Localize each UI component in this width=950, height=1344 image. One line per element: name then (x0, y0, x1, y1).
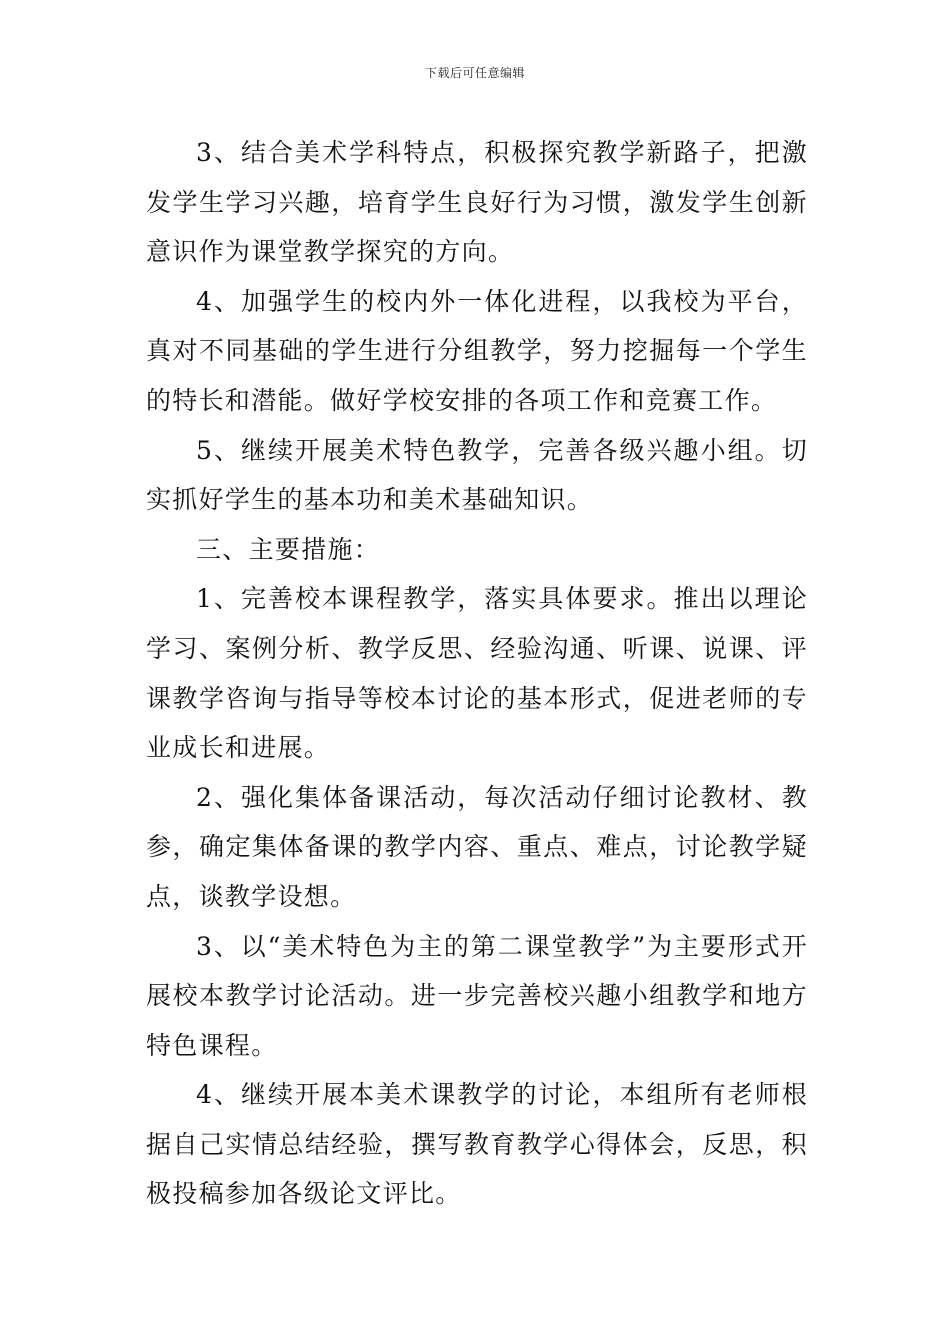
paragraph-goal-3: 3、结合美术学科特点，积极探究教学新路子，把激发学生学习兴趣，培育学生良好行为习惯，激发学生创新意识作为课堂教学探究的方向。 (146, 138, 808, 267)
paragraph-measure-1: 1、完善校本课程教学，落实具体要求。推出以理论学习、案例分析、教学反思、经验沟通、听课、说课、评课教学咨询与指导等校本讨论的基本形式，促进老师的专业成长和进展。 (146, 584, 808, 763)
paragraph-measure-3: 3、以“美术特色为主的第二课堂教学”为主要形式开展校本教学讨论活动。进一步完善校兴趣小组教学和地方特色课程。 (146, 931, 808, 1060)
document-body (146, 128, 808, 1219)
paragraph-goal-4: 4、加强学生的校内外一体化进程，以我校为平台，真对不同基础的学生进行分组教学，努力挖掘每一个学生的特长和潜能。做好学校安排的各项工作和竞赛工作。 (146, 286, 808, 415)
paragraph-measure-2: 2、强化集体备课活动，每次活动仔细讨论教材、教参，确定集体备课的教学内容、重点、难点，讨论教学疑点，谈教学设想。 (146, 782, 808, 911)
section-heading-measures: 三、主要措施： (196, 534, 381, 564)
paragraph-goal-5: 5、继续开展美术特色教学，完善各级兴趣小组。切实抓好学生的基本功和美术基础知识。 (146, 435, 808, 515)
paragraph-measure-4: 4、继续开展本美术课教学的讨论，本组所有老师根据自己实情总结经验，撰写教育教学心得体会，反思，积极投稿参加各级论文评比。 (146, 1080, 808, 1209)
page-header: 下载后可任意编辑 (424, 66, 525, 80)
